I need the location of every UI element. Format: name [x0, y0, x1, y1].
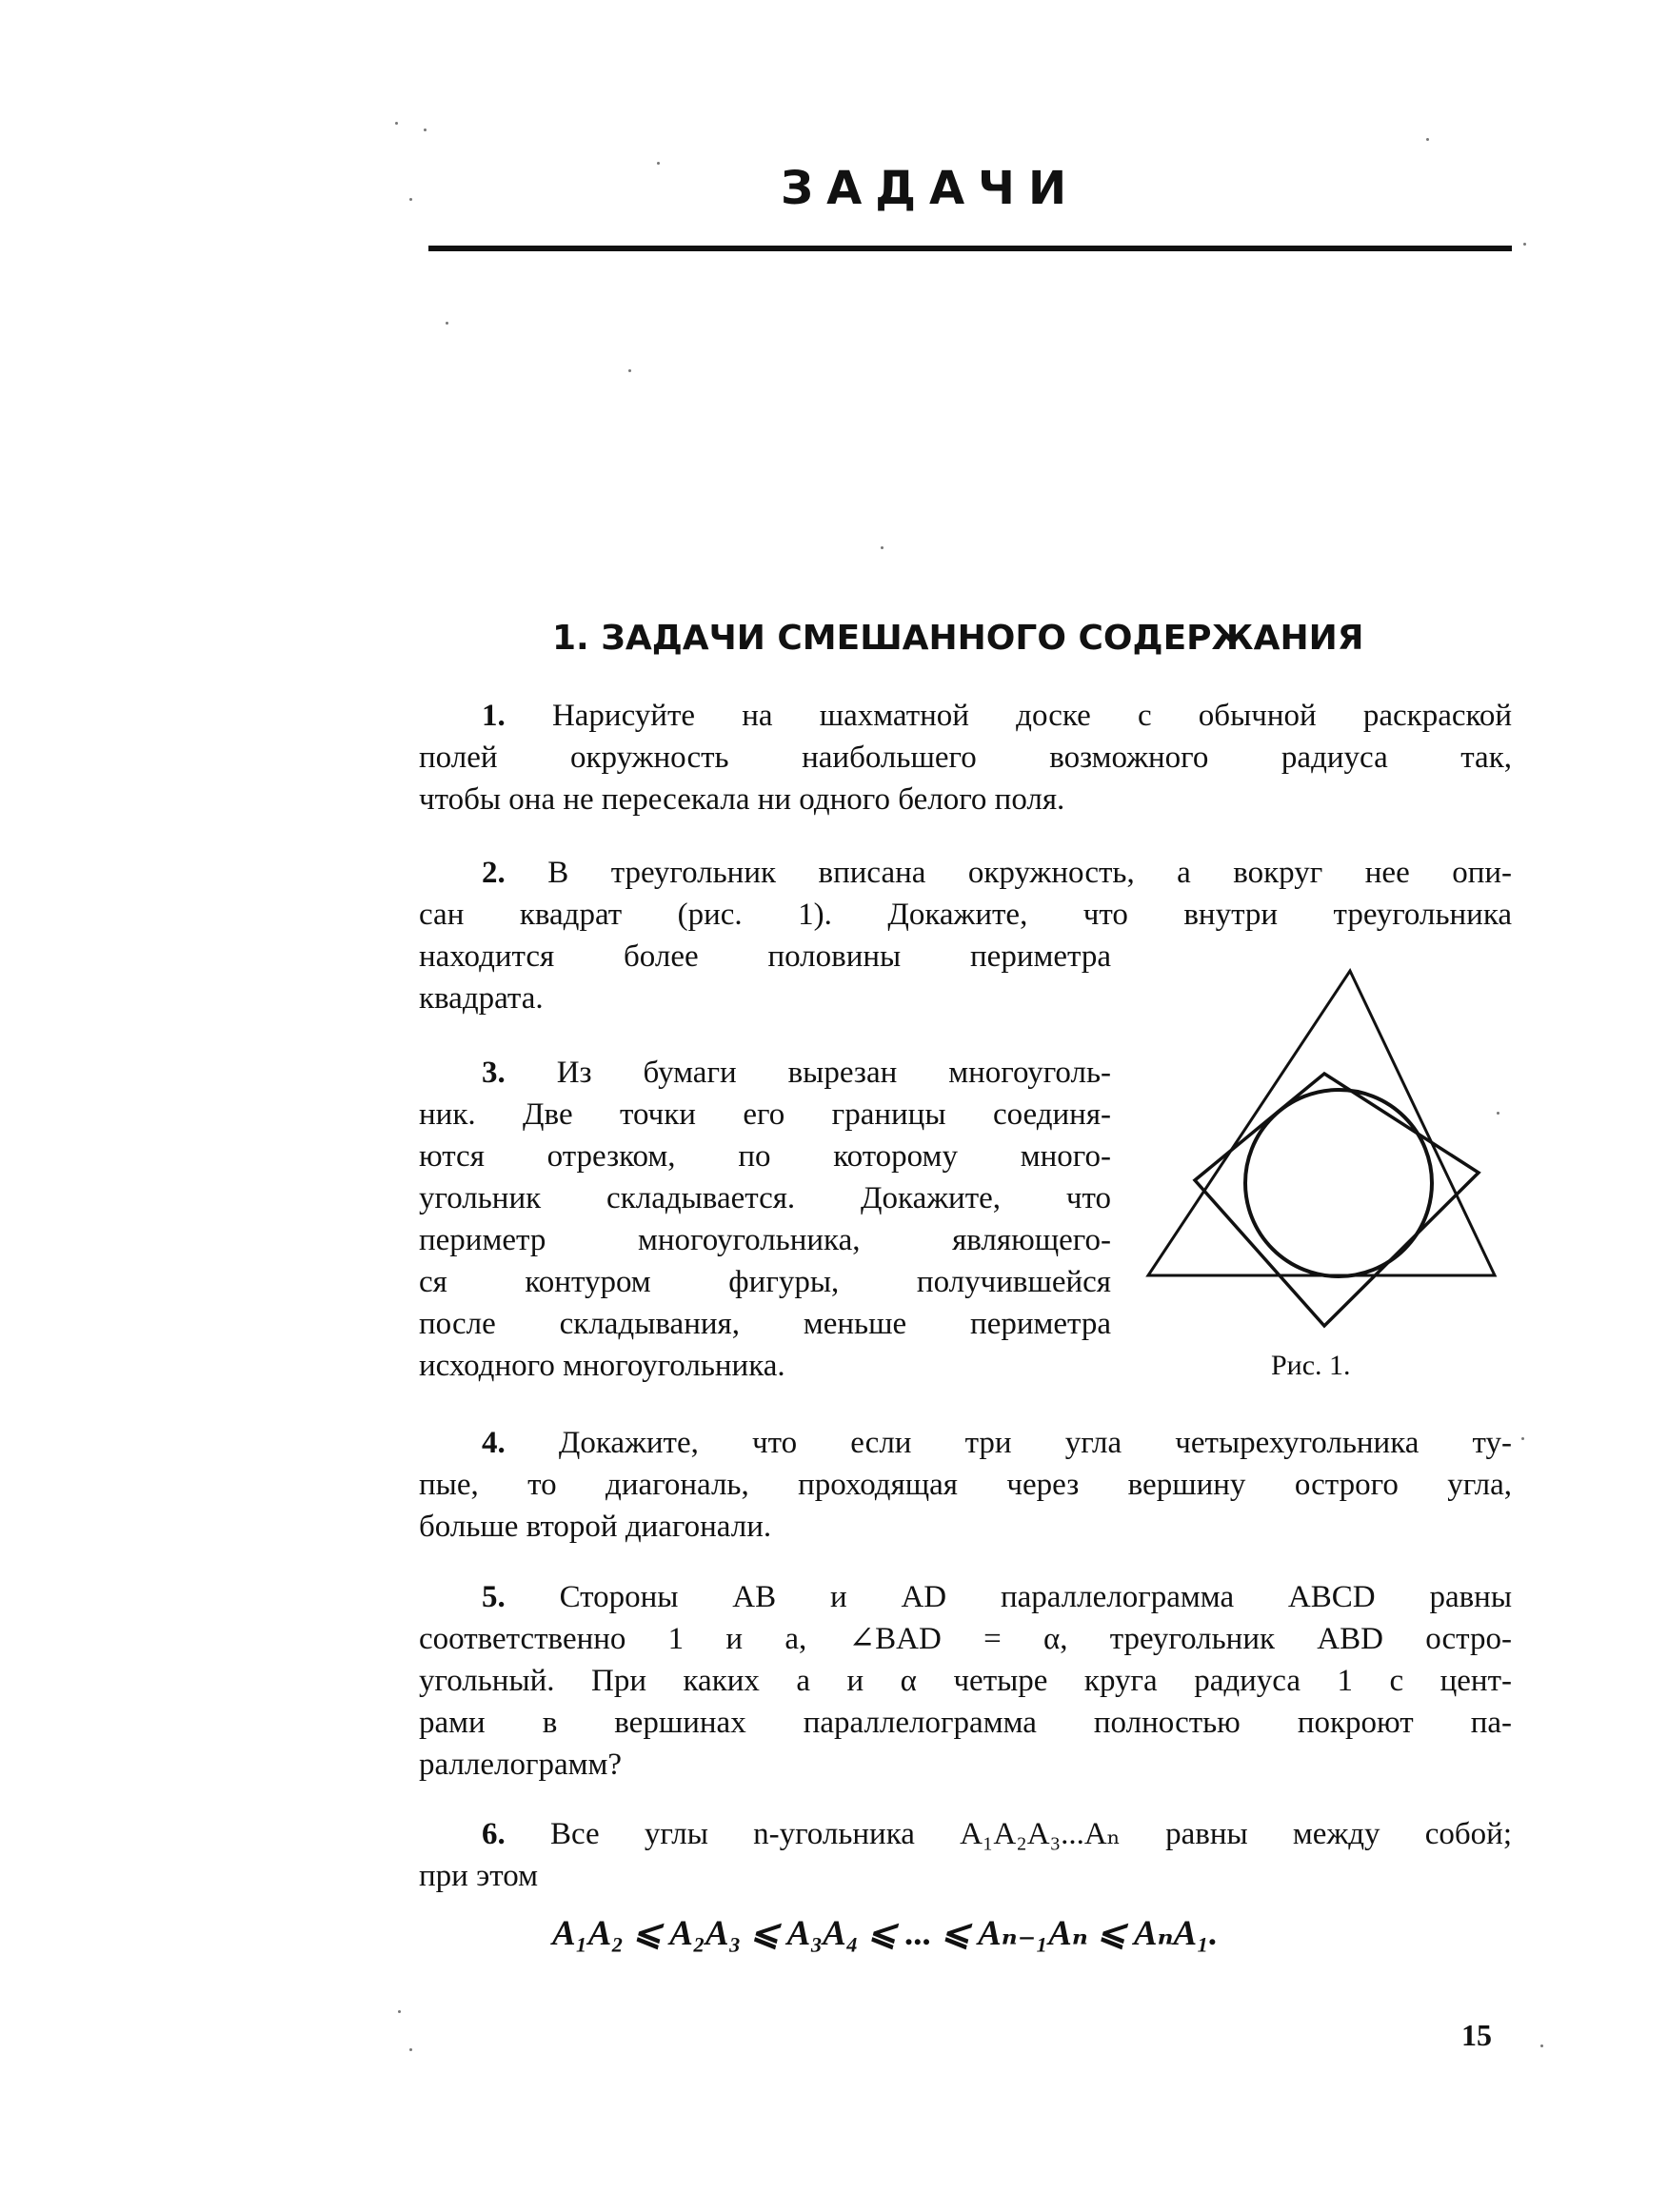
- speck: [1521, 1437, 1524, 1440]
- problem-2-text-1: В треугольник вписана окружность, а вокруг нее опи-: [547, 856, 1512, 890]
- figure-caption: Рис. 1.: [1271, 1350, 1351, 1381]
- problem-5-line-5: раллелограмм?: [419, 1748, 623, 1782]
- problem-5-line-4: рами в вершинах параллелограмма полностью покроют па-: [419, 1706, 1512, 1740]
- problem-3-number: 3.: [482, 1056, 506, 1090]
- problem-5-line-1: [482, 1576, 1512, 1618]
- problem-2-number: 2.: [482, 856, 506, 890]
- problem-4-line-2: пые, то диагональ, проходящая через вершину острого угла,: [419, 1468, 1512, 1502]
- problem-4-text-1: Докажите, что если три угла четырехугольника ту-: [558, 1426, 1512, 1460]
- problem-1-text-1: Нарисуйте на шахматной доске с обычной раскраской: [551, 699, 1513, 733]
- problem-4-number: 4.: [482, 1426, 506, 1460]
- speck: [881, 546, 884, 549]
- problem-3-line-7: после складывания, меньше периметра: [419, 1307, 1111, 1341]
- speck: [424, 128, 427, 131]
- problem-1-line-1: [482, 695, 1512, 737]
- speck: [395, 122, 398, 125]
- speck: [409, 198, 412, 201]
- problem-6-line-1: [482, 1813, 1512, 1855]
- problem-2-line-4: квадрата.: [419, 981, 544, 1016]
- problem-1-line-3: чтобы она не пересекала ни одного белого поля.: [419, 782, 1065, 817]
- speck: [1540, 2044, 1543, 2047]
- page-number: 15: [1461, 2018, 1492, 2052]
- problem-3-line-6: ся контуром фигуры, получившейся: [419, 1265, 1111, 1299]
- problem-1-line-2: полей окружность наибольшего возможного радиуса так,: [419, 741, 1512, 775]
- problem-5-line-3: угольный. При каких a и α четыре круга радиуса 1 с цент-: [419, 1664, 1512, 1698]
- problem-2-line-1: [482, 852, 1512, 894]
- section-heading: 1. ЗАДАЧИ СМЕШАННОГО СОДЕРЖАНИЯ: [552, 619, 1364, 658]
- problem-4-line-3: больше второй диагонали.: [419, 1510, 772, 1544]
- title-rule: [428, 246, 1512, 251]
- problem-1-number: 1.: [482, 699, 506, 733]
- speck: [1426, 138, 1429, 141]
- problem-5-line-2: соответственно 1 и a, ∠BAD = α, треугольник ABD остро-: [419, 1622, 1512, 1656]
- problem-3-line-1: [482, 1052, 1111, 1094]
- figure-square: [1195, 1074, 1479, 1326]
- problem-3-text-1: Из бумаги вырезан многоуголь-: [556, 1056, 1111, 1090]
- problem-6-line-2: при этом: [419, 1859, 538, 1893]
- problem-6-number: 6.: [482, 1817, 506, 1851]
- problem-3-line-4: угольник складывается. Докажите, что: [419, 1181, 1111, 1215]
- problem-6-text-1: Все углы n-угольника A₁A₂A₃...Aₙ равны между собой;: [549, 1817, 1513, 1851]
- speck: [409, 2048, 412, 2051]
- speck: [657, 162, 660, 165]
- figure-1: [1141, 961, 1521, 1333]
- problem-3-line-5: периметр многоугольника, являющего-: [419, 1223, 1111, 1257]
- problem-5-number: 5.: [482, 1580, 506, 1614]
- problem-2-line-3: находится более половины периметра: [419, 939, 1111, 974]
- problem-3-line-3: ются отрезком, по которому много-: [419, 1139, 1111, 1174]
- problem-3-line-8: исходного многоугольника.: [419, 1349, 785, 1383]
- problem-4-line-1: [482, 1422, 1512, 1464]
- speck: [446, 322, 448, 325]
- speck: [1523, 243, 1526, 246]
- speck: [1497, 1112, 1499, 1115]
- problem-2-line-2: сан квадрат (рис. 1). Докажите, что внутри треугольника: [419, 898, 1512, 932]
- figure-triangle: [1148, 971, 1495, 1275]
- problem-6-formula: A₁A₂ ⩽ A₂A₃ ⩽ A₃A₄ ⩽ ... ⩽ Aₙ₋₁Aₙ ⩽ AₙA₁.: [552, 1914, 1219, 1953]
- problem-5-text-1: Стороны AB и AD параллелограмма ABCD равны: [559, 1580, 1513, 1614]
- page-title: ЗАДАЧИ: [781, 162, 1081, 215]
- problem-3-line-2: ник. Две точки его границы соединя-: [419, 1097, 1111, 1132]
- speck: [628, 369, 631, 372]
- figure-incircle: [1245, 1090, 1432, 1276]
- speck: [398, 2010, 401, 2013]
